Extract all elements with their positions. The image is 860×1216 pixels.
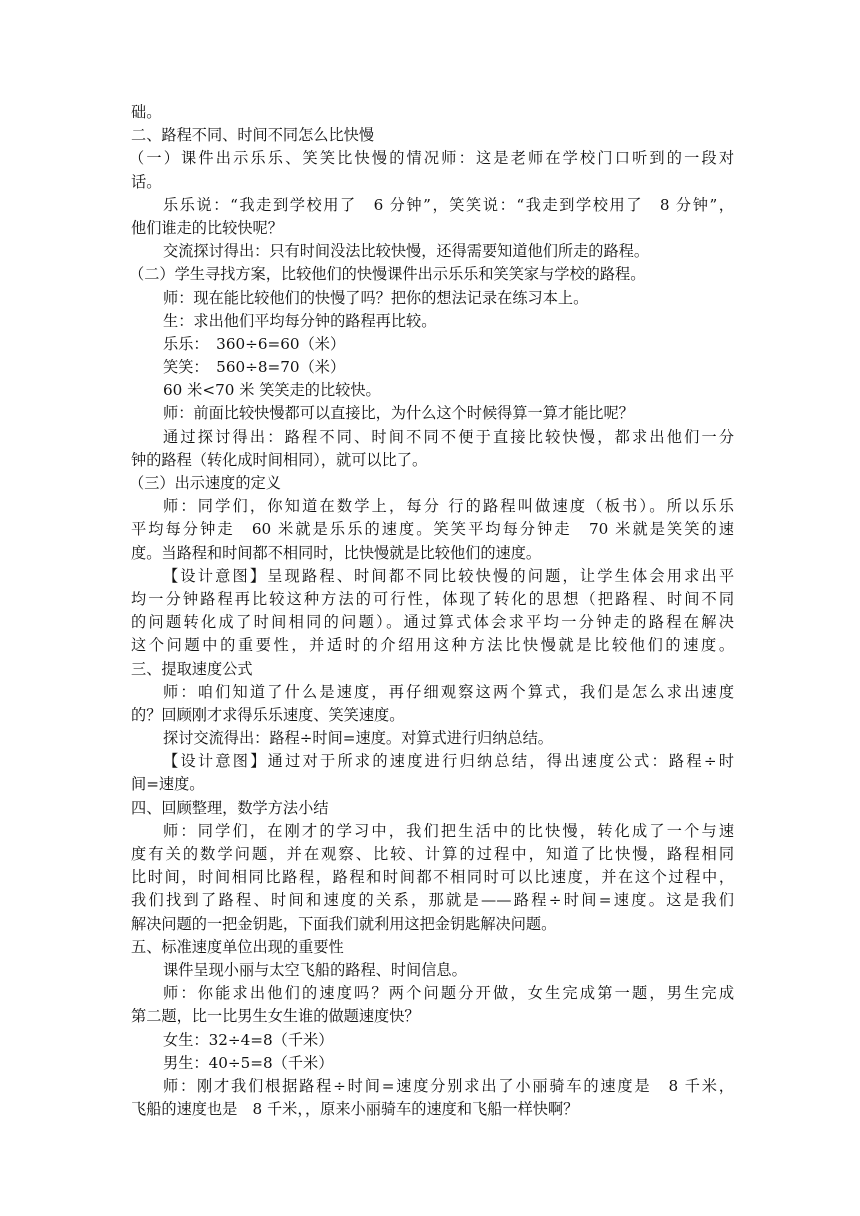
text-line: 师：同学们，你知道在数学上，每分 行的路程叫做速度（板书）。所以乐乐 (163, 497, 734, 516)
text-line: 的问题转化成了时间相同的问题）。通过算式体会求平均一分钟走的路程在解决 (131, 613, 734, 632)
text-line: 我们找到了路程、时间和速度的关系，那就是——路程÷时间=速度。这是我们 (131, 891, 734, 910)
document-body (131, 101, 734, 1121)
text-line: 的？回顾刚才求得乐乐速度、笑笑速度。 (131, 705, 405, 724)
text-line: 乐乐： 360÷6=60（米） (163, 334, 346, 353)
text-line: 度。当路程和时间都不相同时，比快慢就是比较他们的速度。 (131, 543, 542, 562)
text-line: 二、路程不同、时间不同怎么比快慢 (131, 126, 374, 145)
text-line: 间=速度。 (131, 775, 205, 794)
text-line: 笑笑： 560÷8=70（米） (163, 358, 346, 377)
text-line: 女生：32÷4=8（千米） (163, 1030, 334, 1049)
text-line: 【设计意图】呈现路程、时间都不同比较快慢的问题，让学生体会用求出平 (163, 566, 734, 585)
text-line: 度有关的数学问题，并在观察、比较、计算的过程中，知道了比快慢，路程相同 (131, 845, 734, 863)
text-line: （三）出示速度的定义 (129, 474, 281, 492)
text-line: （二）学生寻找方案，比较他们的快慢课件出示乐乐和笑笑家与学校的路程。 (129, 265, 646, 284)
text-line: 师：同学们，在刚才的学习中，我们把生活中的比快慢，转化成了一个与速 (163, 821, 734, 840)
text-line: 探讨交流得出：路程÷时间=速度。对算式进行归纳总结。 (163, 729, 553, 748)
text-line: 第二题，比一比男生女生谁的做题速度快？ (131, 1007, 420, 1026)
text-line: 五、标准速度单位出现的重要性 (131, 937, 344, 956)
text-line: 生：求出他们平均每分钟的路程再比较。 (163, 311, 437, 330)
text-line: 师：前面比较快慢都可以直接比，为什么这个时候得算一算才能比呢？ (163, 404, 634, 423)
text-line: 【设计意图】通过对于所求的速度进行归纳总结，得出速度公式：路程÷时 (163, 752, 734, 771)
text-line: 师：现在能比较他们的快慢了吗？把你的想法记录在练习本上。 (163, 288, 589, 307)
text-line: 话。 (131, 172, 162, 191)
text-line: 四、回顾整理，数学方法小结 (131, 798, 329, 817)
text-line: 男生：40÷5=8（千米） (163, 1053, 334, 1072)
text-line: 比时间，时间相同比路程，路程和时间都不相同时可以比速度，并在这个过程中， (131, 868, 734, 887)
text-line: 通过探讨得出：路程不同、时间不同不便于直接比较快慢，都求出他们一分 (163, 427, 734, 446)
text-line: 飞船的速度也是 8 千米，，原来小丽骑车的速度和飞船一样快啊？ (131, 1100, 579, 1119)
text-line: （一）课件出示乐乐、笑笑比快慢的情况师：这是老师在学校门口听到的一段对 (129, 149, 734, 168)
text-line: 乐乐说：“我走到学校用了 6 分钟”，笑笑说：“我走到学校用了 8 分钟”， (163, 195, 734, 214)
text-line: 师：刚才我们根据路程÷时间=速度分别求出了小丽骑车的速度是 8 千米， (163, 1076, 734, 1095)
text-line: 交流探讨得出：只有时间没法比较快慢，还得需要知道他们所走的路程。 (163, 242, 649, 261)
text-line: 这个问题中的重要性，并适时的介绍用这种方法比快慢就是比较他们的速度。 (131, 636, 734, 655)
text-line: 师：咱们知道了什么是速度，再仔细观察这两个算式，我们是怎么求出速度 (163, 682, 734, 701)
text-line: 师：你能求出他们的速度吗？两个问题分开做，女生完成第一题，男生完成 (163, 984, 734, 1003)
text-line: 钟的路程（转化成时间相同），就可以比了。 (131, 450, 428, 469)
text-line: 他们谁走的比较快呢？ (131, 218, 283, 237)
text-line: 60 米<70 米 笑笑走的比较快。 (163, 381, 381, 400)
text-line: 平均每分钟走 60 米就是乐乐的速度。笑笑平均每分钟走 70 米就是笑笑的速 (131, 520, 734, 539)
text-line: 解决问题的一把金钥匙，下面我们就利用这把金钥匙解决问题。 (131, 914, 557, 933)
text-line: 均一分钟路程再比较这种方法的可行性，体现了转化的思想（把路程、时间不同 (131, 589, 734, 608)
text-line: 础。 (131, 103, 162, 121)
text-line: 课件呈现小丽与太空飞船的路程、时间信息。 (163, 960, 467, 979)
text-line: 三、提取速度公式 (131, 659, 253, 678)
